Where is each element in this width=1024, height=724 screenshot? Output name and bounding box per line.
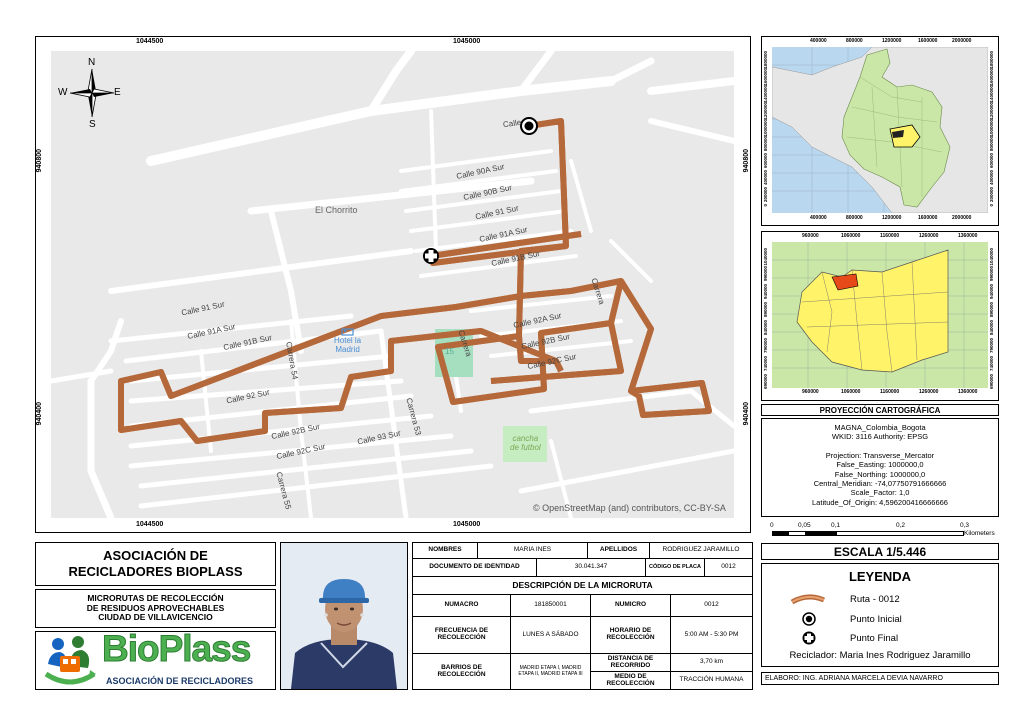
- inset1-tick-left: 1400000: [763, 85, 768, 103]
- label-calle-92-l: Calle 92 Sur: [225, 387, 271, 406]
- inset2-tick-left: 890000: [763, 302, 768, 318]
- numicro-label: NUMICRO: [590, 594, 671, 617]
- distancia-value: 3,70 km: [670, 653, 753, 672]
- street-map: [51, 51, 734, 518]
- inset1-tick-right: 1400000: [989, 85, 994, 103]
- inset2-tick-left: 990000: [763, 266, 768, 282]
- tick-left-2: 940400: [36, 402, 43, 426]
- legend-box: [761, 563, 999, 667]
- label-carrera-mid: Carrera: [456, 329, 474, 358]
- projection-line: [762, 442, 998, 451]
- inset2-tick-right: 790000: [989, 338, 994, 354]
- logo-sub-text: ASOCIACIÓN DE RECICLADORES: [106, 676, 254, 686]
- projection-line: False_Easting: 1000000,0: [836, 460, 924, 470]
- inset2-tick-right: 740000: [989, 356, 994, 372]
- inset2-tick-top: 1160000: [880, 233, 900, 239]
- label-calle-91a-r: Calle 91A Sur: [478, 225, 529, 244]
- tick-bottom-1: 1044500: [136, 521, 164, 528]
- label-calle-91b-r: Calle 91B Sur: [490, 248, 541, 269]
- label-calle-top: Calle: [502, 117, 522, 130]
- logo-main-text: BioPlass: [102, 631, 251, 669]
- label-calle-91-r: Calle 91 Sur: [474, 203, 520, 222]
- projection-title-box: [761, 404, 999, 416]
- inset2-tick-left: 690000: [763, 374, 768, 390]
- inset1-tick-right: 400000: [989, 170, 994, 186]
- inset2-tick-left: 840000: [763, 320, 768, 336]
- label-carrera-55: Carrera 55: [274, 471, 293, 511]
- inset1-tick-left: 600000: [763, 153, 768, 169]
- org-subtitle: MICRORUTAS DE RECOLECCIÓN DE RESIDUOS APROVECHABLES CIUDAD DE VILLAVICENCIO: [86, 592, 225, 623]
- inset1-tick-left: 200000: [763, 187, 768, 203]
- scale-label-0: 0: [770, 522, 774, 529]
- tick-right-1: 940800: [743, 149, 750, 173]
- legend-start-label: Punto Inicial: [850, 614, 902, 625]
- inset1-tick-left: 400000: [763, 170, 768, 186]
- apellidos-value: RODRIGUEZ JARAMILLO: [649, 542, 753, 559]
- inset1-tick-right: 1800000: [989, 51, 994, 69]
- tick-right-2: 940400: [743, 402, 750, 426]
- inset2-tick-bottom: 1160000: [880, 389, 900, 395]
- label-calle-93-l: Calle 93 Sur: [356, 428, 402, 447]
- barrios-value: MADRID ETAPA I, MADRID ETAPA II, MADRID ETAPA III: [510, 653, 591, 690]
- inset1-tick-left: 1800000: [763, 51, 768, 69]
- inset1-tick-right: 800000: [989, 136, 994, 152]
- north-arrow: [58, 57, 121, 130]
- scale-label-1: 0,05: [798, 522, 811, 529]
- legend-end-label: Punto Final: [850, 633, 899, 644]
- label-calle-92c-l: Calle 92C Sur: [275, 441, 327, 462]
- label-calle-90b: Calle 90B Sur: [462, 182, 513, 203]
- south-label: S: [89, 119, 96, 130]
- inset-meta-frame: [761, 231, 999, 401]
- label-calle-92a-r: Calle 92A Sur: [512, 311, 563, 330]
- inset1-tick-left: 1200000: [763, 102, 768, 120]
- label-el-chorrito: El Chorrito: [315, 205, 358, 215]
- projection-line: MAGNA_Colombia_Bogota: [834, 423, 926, 432]
- legend-route-label: Ruta - 0012: [850, 594, 900, 605]
- numacro-label: NUMACRO: [412, 594, 511, 617]
- inset1-tick-left: 1600000: [763, 68, 768, 86]
- west-label: W: [58, 87, 68, 98]
- projection-line: Latitude_Of_Origin: 4,596200416666666: [812, 497, 948, 507]
- inset1-tick-top: 1200000: [882, 38, 902, 44]
- tick-top-1: 1044500: [136, 38, 164, 45]
- inset1-tick-top: 800000: [846, 38, 863, 44]
- inset1-tick-bottom: 1200000: [882, 215, 902, 221]
- inset1-tick-right: 0: [989, 204, 994, 207]
- scale-bar-graphic: [772, 531, 964, 536]
- end-point-icon: [423, 248, 439, 264]
- nombres-label: NOMBRES: [412, 542, 478, 559]
- attribution-text: © OpenStreetMap (and) contributors, CC-BY-SA: [533, 503, 726, 513]
- projection-box: [761, 418, 999, 517]
- scale-bar: [768, 522, 1000, 542]
- north-label: N: [88, 57, 96, 68]
- recycling-people-icon: [40, 634, 100, 690]
- org-subtitle-box: [35, 589, 276, 628]
- inset1-tick-top: 1600000: [918, 38, 938, 44]
- colombia-map: [772, 47, 988, 213]
- inset1-ticks-bottom: [762, 215, 998, 224]
- legend-recycler: Reciclador: Maria Ines Rodriguez Jaramillo: [789, 650, 971, 661]
- org-name-box: [35, 542, 276, 586]
- inset2-tick-bottom: 1360000: [958, 389, 978, 395]
- inset2-ticks-right: [989, 244, 997, 390]
- inset2-ticks-top: [762, 232, 998, 241]
- horario-value: 5:00 AM - 5:30 PM: [670, 616, 753, 654]
- inset2-tick-top: 1360000: [958, 233, 978, 239]
- inset2-tick-left: 740000: [763, 356, 768, 372]
- roads: [51, 51, 734, 518]
- inset1-tick-bottom: 400000: [810, 215, 827, 221]
- map-canvas[interactable]: [51, 51, 734, 518]
- label-calle-92c-r: Calle 92C Sur: [526, 351, 578, 372]
- author-text: ELABORO: ING. ADRIANA MARCELA DEVIA NAVARRO: [765, 675, 943, 682]
- recycler-photo-box: [280, 542, 408, 690]
- inset2-tick-bottom: 1060000: [841, 389, 861, 395]
- inset2-tick-right: 840000: [989, 320, 994, 336]
- scale-unit: Kilometers: [964, 530, 995, 537]
- inset1-tick-right: 1000000: [989, 119, 994, 137]
- end-point-legend-icon: [802, 631, 816, 645]
- inset2-ticks-bottom: [762, 389, 998, 398]
- inset2-tick-top: 1060000: [841, 233, 861, 239]
- inset1-tick-right: 200000: [989, 187, 994, 203]
- scale-label-3: 0,2: [896, 522, 906, 529]
- scale-label-4: 0,3: [960, 522, 970, 529]
- inset2-tick-right: 940000: [989, 284, 994, 300]
- distancia-label: DISTANCIA DE RECORRIDO: [590, 653, 671, 672]
- inset1-tick-left: 0: [763, 204, 768, 207]
- label-calle-91a-l: Calle 91A Sur: [186, 322, 237, 341]
- org-name: ASOCIACIÓN DE RECICLADORES BIOPLASS: [68, 548, 243, 579]
- inset2-tick-right: 1040000: [989, 248, 994, 266]
- inset1-ticks-left: [763, 49, 771, 215]
- inset2-tick-left: 1040000: [763, 248, 768, 266]
- documento-label: DOCUMENTO DE IDENTIDAD: [412, 558, 537, 577]
- inset1-tick-right: 600000: [989, 153, 994, 169]
- label-park-number: 15: [445, 347, 454, 356]
- recycler-photo: [281, 543, 407, 689]
- start-point-icon: [521, 118, 537, 134]
- frecuencia-value: LUNES A SÁBADO: [510, 616, 591, 654]
- main-map-frame: [35, 36, 751, 533]
- inset1-tick-right: 1600000: [989, 68, 994, 86]
- projection-line: Projection: Transverse_Mercator: [825, 450, 935, 460]
- barrios-label: BARRIOS DE RECOLECCIÓN: [412, 653, 511, 690]
- label-carrera-53: Carrera 53: [404, 397, 423, 437]
- label-calle-90a: Calle 90A Sur: [455, 162, 506, 181]
- scale-text: ESCALA 1/5.446: [833, 544, 927, 559]
- inset2-tick-bottom: 960000: [802, 389, 819, 395]
- meta-map: [772, 242, 988, 388]
- legend-title: LEYENDA: [848, 569, 912, 584]
- numicro-value: 0012: [670, 594, 753, 617]
- scale-box: [761, 543, 999, 560]
- horario-label: HORARIO DE RECOLECCIÓN: [590, 616, 671, 654]
- medio-label: MEDIO DE RECOLECCIÓN: [590, 671, 671, 690]
- label-calle-91-l: Calle 91 Sur: [180, 299, 226, 318]
- placa-value: 0012: [704, 558, 753, 577]
- frecuencia-label: FRECUENCIA DE RECOLECCIÓN: [412, 616, 511, 654]
- label-calle-92b-r: Calle 92B Sur: [520, 331, 571, 352]
- tick-left-1: 940800: [36, 149, 43, 173]
- inset2-tick-top: 960000: [802, 233, 819, 239]
- label-hotel: Hotel la Madrid: [334, 336, 362, 354]
- projection-title: PROYECCIÓN CARTOGRÁFICA: [819, 405, 941, 415]
- compass-icon: [60, 63, 120, 123]
- info-table: [412, 542, 753, 690]
- author-box: [761, 672, 999, 685]
- label-carrera-right: Carrera: [589, 277, 607, 306]
- medio-value: TRACCIÓN HUMANA: [670, 671, 753, 690]
- documento-value: 30.041.347: [536, 558, 646, 577]
- nombres-value: MARIA INES: [477, 542, 588, 559]
- inset1-tick-bottom: 2000000: [952, 215, 972, 221]
- apellidos-label: APELLIDOS: [587, 542, 650, 559]
- label-cancha: cancha de futbol: [510, 434, 541, 452]
- inset2-tick-right: 690000: [989, 374, 994, 390]
- label-carrera-54: Carrera 54: [284, 341, 300, 381]
- label-calle-92b-l: Calle 92B Sur: [270, 421, 321, 442]
- inset2-tick-right: 890000: [989, 302, 994, 318]
- placa-label: CÓDIGO DE PLACA: [645, 558, 705, 577]
- inset1-ticks-right: [989, 49, 997, 215]
- meta-region: [797, 250, 948, 372]
- route-line-icon: [790, 593, 826, 607]
- inset-colombia-frame: [761, 36, 999, 226]
- inset1-tick-left: 1000000: [763, 119, 768, 137]
- inset2-tick-top: 1260000: [919, 233, 939, 239]
- east-label: E: [114, 87, 121, 98]
- projection-line: Scale_Factor: 1,0: [850, 488, 910, 498]
- tick-bottom-2: 1045000: [453, 521, 481, 528]
- inset1-tick-right: 1200000: [989, 102, 994, 120]
- inset1-tick-top: 2000000: [952, 38, 972, 44]
- inset1-tick-bottom: 1600000: [918, 215, 938, 221]
- projection-line: Central_Meridian: -74,07750791666666: [813, 479, 947, 489]
- descripcion-header: DESCRIPCIÓN DE LA MICRORUTA: [412, 576, 753, 595]
- inset1-tick-bottom: 800000: [846, 215, 863, 221]
- numacro-value: 181850001: [510, 594, 591, 617]
- projection-line: WKID: 3116 Authority: EPSG: [831, 432, 929, 442]
- label-calle-91b-l: Calle 91B Sur: [222, 332, 273, 353]
- inset2-tick-bottom: 1260000: [919, 389, 939, 395]
- start-point-legend-icon: [802, 612, 816, 626]
- inset2-tick-left: 790000: [763, 338, 768, 354]
- inset1-ticks-top: [762, 37, 998, 46]
- inset1-tick-top: 400000: [810, 38, 827, 44]
- inset2-tick-right: 990000: [989, 266, 994, 282]
- scale-label-2: 0,1: [831, 522, 841, 529]
- tick-top-2: 1045000: [453, 38, 481, 45]
- projection-line: False_Northing: 1000000,0: [834, 469, 926, 479]
- inset2-tick-left: 940000: [763, 284, 768, 300]
- inset2-ticks-left: [763, 244, 771, 390]
- inset1-tick-left: 800000: [763, 136, 768, 152]
- org-logo-box: [35, 631, 276, 690]
